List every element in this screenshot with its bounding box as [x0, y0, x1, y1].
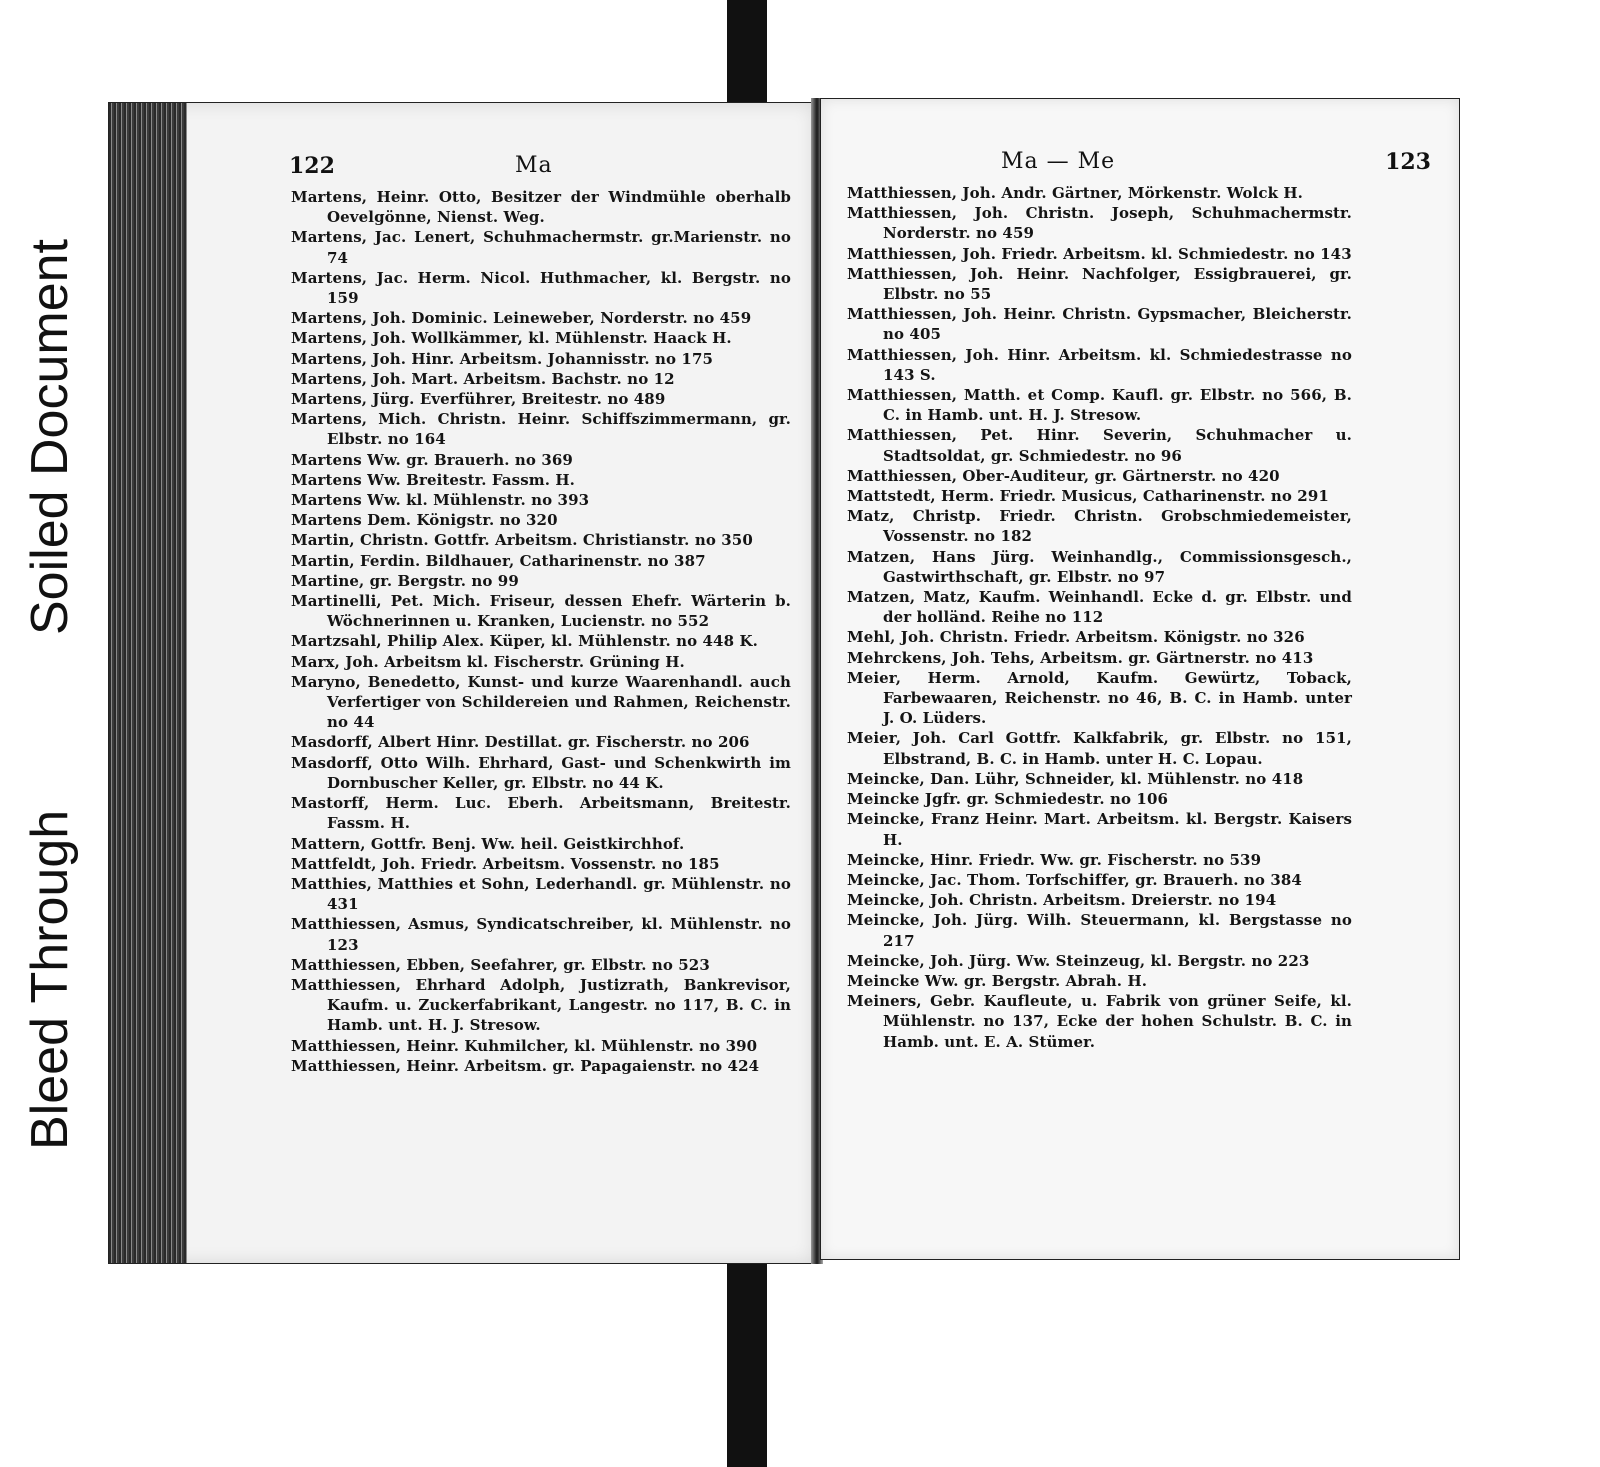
- directory-entry: Martens, Heinr. Otto, Besitzer der Windmühle oberhalb Oevelgönne, Nienst. Weg.: [291, 188, 791, 227]
- directory-entry: Matthiessen, Joh. Heinr. Christn. Gypsmacher, Bleicherstr. no 405: [847, 305, 1352, 344]
- directory-entry: Martine, gr. Bergstr. no 99: [291, 571, 519, 590]
- directory-entry: Matthiessen, Joh. Hinr. Arbeitsm. kl. Schmiedestrasse no 143 S.: [847, 345, 1352, 384]
- directory-entry: Martin, Christn. Gottfr. Arbeitsm. Christianstr. no 350: [291, 531, 753, 550]
- directory-entry: Meincke, Jac. Thom. Torfschiffer, gr. Brauerh. no 384: [847, 870, 1302, 889]
- right-page: [820, 98, 1460, 1260]
- directory-entry: Matthiessen, Matth. et Comp. Kaufl. gr. Elbstr. no 566, B. C. in Hamb. unt. H. J. Stresow.: [847, 386, 1352, 425]
- directory-entry: Martens Dem. Königstr. no 320: [291, 511, 558, 530]
- directory-entry: Maryno, Benedetto, Kunst- und kurze Waarenhandl. auch Verfertiger von Schildereien und Rahmen, Reichenstr. no 44: [291, 672, 791, 732]
- directory-entry: Marx, Joh. Arbeitsm kl. Fischerstr. Grüning H.: [291, 652, 685, 671]
- page-block-edges: [109, 103, 187, 1263]
- directory-entry: Matthiessen, Ober-Auditeur, gr. Gärtnerstr. no 420: [847, 466, 1280, 485]
- directory-entry: Meincke, Dan. Lühr, Schneider, kl. Mühlenstr. no 418: [847, 769, 1304, 788]
- directory-entry: Martens Ww. Breitestr. Fassm. H.: [291, 470, 575, 489]
- directory-entry: Martens, Joh. Mart. Arbeitsm. Bachstr. no 12: [291, 369, 675, 388]
- directory-entry: Meier, Joh. Carl Gottfr. Kalkfabrik, gr. Elbstr. no 151, Elbstrand, B. C. in Hamb. unter H. C. Lopau.: [847, 729, 1352, 768]
- directory-entry: Meincke, Joh. Jürg. Wilh. Steuermann, kl. Bergstasse no 217: [847, 911, 1352, 950]
- directory-entry: Matzen, Hans Jürg. Weinhandlg., Commissionsgesch., Gastwirthschaft, gr. Elbstr. no 97: [847, 547, 1352, 586]
- directory-entry: Mattstedt, Herm. Friedr. Musicus, Catharinenstr. no 291: [847, 487, 1329, 506]
- directory-entry: Martzsahl, Philip Alex. Küper, kl. Mühlenstr. no 448 K.: [291, 632, 758, 651]
- directory-entry: Mehl, Joh. Christn. Friedr. Arbeitsm. Königstr. no 326: [847, 628, 1305, 647]
- right-page-number: 123: [1385, 149, 1431, 175]
- directory-entry: Meincke, Hinr. Friedr. Ww. gr. Fischerstr. no 539: [847, 850, 1262, 869]
- stamp-bleed-through: Bleed Through: [21, 809, 79, 1150]
- directory-entry: Meincke, Franz Heinr. Mart. Arbeitsm. kl. Bergstr. Kaisers H.: [847, 810, 1352, 849]
- directory-entry: Martens, Jac. Lenert, Schuhmachermstr. gr.Marienstr. no 74: [291, 228, 791, 267]
- directory-entry: Martens, Joh. Wollkämmer, kl. Mühlenstr. Haack H.: [291, 329, 732, 348]
- directory-entry: Martens, Joh. Hinr. Arbeitsm. Johannisstr. no 175: [291, 349, 714, 368]
- soiled-stamp-wrapper: [20, 150, 80, 1180]
- directory-entry: Martinelli, Pet. Mich. Friseur, dessen Ehefr. Wärterin b. Wöchnerinnen u. Kranken, Lucienstr. no 552: [291, 592, 791, 631]
- left-page-number: 122: [289, 153, 335, 179]
- directory-entry: Masdorff, Albert Hinr. Destillat. gr. Fischerstr. no 206: [291, 733, 750, 752]
- directory-entry: Mattfeldt, Joh. Friedr. Arbeitsm. Vossenstr. no 185: [291, 854, 720, 873]
- directory-entry: Mehrckens, Joh. Tehs, Arbeitsm. gr. Gärtnerstr. no 413: [847, 648, 1314, 667]
- directory-entry: Martens, Mich. Christn. Heinr. Schiffszimmermann, gr. Elbstr. no 164: [291, 410, 791, 449]
- directory-entry: Masdorff, Otto Wilh. Ehrhard, Gast- und Schenkwirth im Dornbuscher Keller, gr. Elbstr. no 44 K.: [291, 753, 791, 792]
- left-entry-list: [291, 187, 791, 1076]
- directory-entry: Martens, Jürg. Everführer, Breitestr. no 489: [291, 390, 666, 409]
- directory-entry: Martin, Ferdin. Bildhauer, Catharinenstr. no 387: [291, 551, 706, 570]
- right-entry-list: [847, 183, 1352, 1052]
- directory-entry: Matthiessen, Ebben, Seefahrer, gr. Elbstr. no 523: [291, 955, 710, 974]
- left-running-head: Ma: [515, 153, 553, 178]
- directory-entry: Martens Ww. kl. Mühlenstr. no 393: [291, 491, 590, 510]
- directory-entry: Matthiessen, Joh. Heinr. Nachfolger, Essigbrauerei, gr. Elbstr. no 55: [847, 264, 1352, 304]
- directory-entry: Martens, Joh. Dominic. Leineweber, Norderstr. no 459: [291, 309, 752, 328]
- directory-entry: Meiners, Gebr. Kaufleute, u. Fabrik von grüner Seife, kl. Mühlenstr. no 137, Ecke der hohen Schulstr. B. C. in Hamb. unt. E. A. Stümer.: [847, 992, 1352, 1051]
- directory-entry: Meincke, Joh. Jürg. Ww. Steinzeug, kl. Bergstr. no 223: [847, 951, 1310, 970]
- directory-entry: Meincke, Joh. Christn. Arbeitsm. Dreierstr. no 194: [847, 891, 1277, 910]
- directory-entry: Matthiessen, Heinr. Kuhmilcher, kl. Mühlenstr. no 390: [291, 1036, 758, 1055]
- right-page-header: [1001, 149, 1431, 179]
- directory-entry: Meincke Ww. gr. Bergstr. Abrah. H.: [847, 971, 1148, 990]
- directory-entry: Meier, Herm. Arnold, Kaufm. Gewürtz, Toback, Farbewaaren, Reichenstr. no 46, B. C. in Hamb. unter J. O. Lüders.: [847, 668, 1352, 728]
- directory-entry: Mattern, Gottfr. Benj. Ww. heil. Geistkirchhof.: [291, 834, 685, 853]
- directory-entry: Matthiessen, Ehrhard Adolph, Justizrath, Bankrevisor, Kaufm. u. Zuckerfabrikant, Langestr. no 117, B. C. in Hamb. unt. H. J. Stresow.: [291, 975, 791, 1035]
- directory-entry: Matthiessen, Heinr. Arbeitsm. gr. Papagaienstr. no 424: [291, 1056, 760, 1075]
- directory-entry: Mastorff, Herm. Luc. Eberh. Arbeitsmann, Breitestr. Fassm. H.: [291, 794, 791, 833]
- directory-entry: Martens Ww. gr. Brauerh. no 369: [291, 450, 573, 469]
- directory-entry: Matthiessen, Joh. Friedr. Arbeitsm. kl. Schmiedestr. no 143: [847, 244, 1352, 263]
- directory-entry: Matthies, Matthies et Sohn, Lederhandl. gr. Mühlenstr. no 431: [291, 874, 791, 914]
- directory-entry: Matz, Christp. Friedr. Christn. Grobschmiedemeister, Vossenstr. no 182: [847, 507, 1352, 546]
- left-page-header: [289, 153, 779, 183]
- left-page: [108, 102, 815, 1264]
- directory-entry: Matthiessen, Pet. Hinr. Severin, Schuhmacher u. Stadtsoldat, gr. Schmiedestr. no 96: [847, 426, 1352, 465]
- directory-entry: Matthiessen, Joh. Christn. Joseph, Schuhmachermstr. Norderstr. no 459: [847, 204, 1352, 243]
- directory-entry: Meincke Jgfr. gr. Schmiedestr. no 106: [847, 790, 1169, 809]
- directory-entry: Martens, Jac. Herm. Nicol. Huthmacher, kl. Bergstr. no 159: [291, 268, 791, 308]
- directory-entry: Matthiessen, Joh. Andr. Gärtner, Mörkenstr. Wolck H.: [847, 184, 1303, 202]
- right-running-head: Ma — Me: [1001, 149, 1116, 174]
- bottom-binding-strip: [727, 1242, 767, 1467]
- directory-entry: Matzen, Matz, Kaufm. Weinhandl. Ecke d. gr. Elbstr. und der holländ. Reihe no 112: [847, 588, 1352, 627]
- stamp-soiled-document: Soiled Document: [21, 239, 79, 635]
- open-book: [108, 98, 1460, 1264]
- directory-entry: Matthiessen, Asmus, Syndicatschreiber, kl. Mühlenstr. no 123: [291, 915, 791, 954]
